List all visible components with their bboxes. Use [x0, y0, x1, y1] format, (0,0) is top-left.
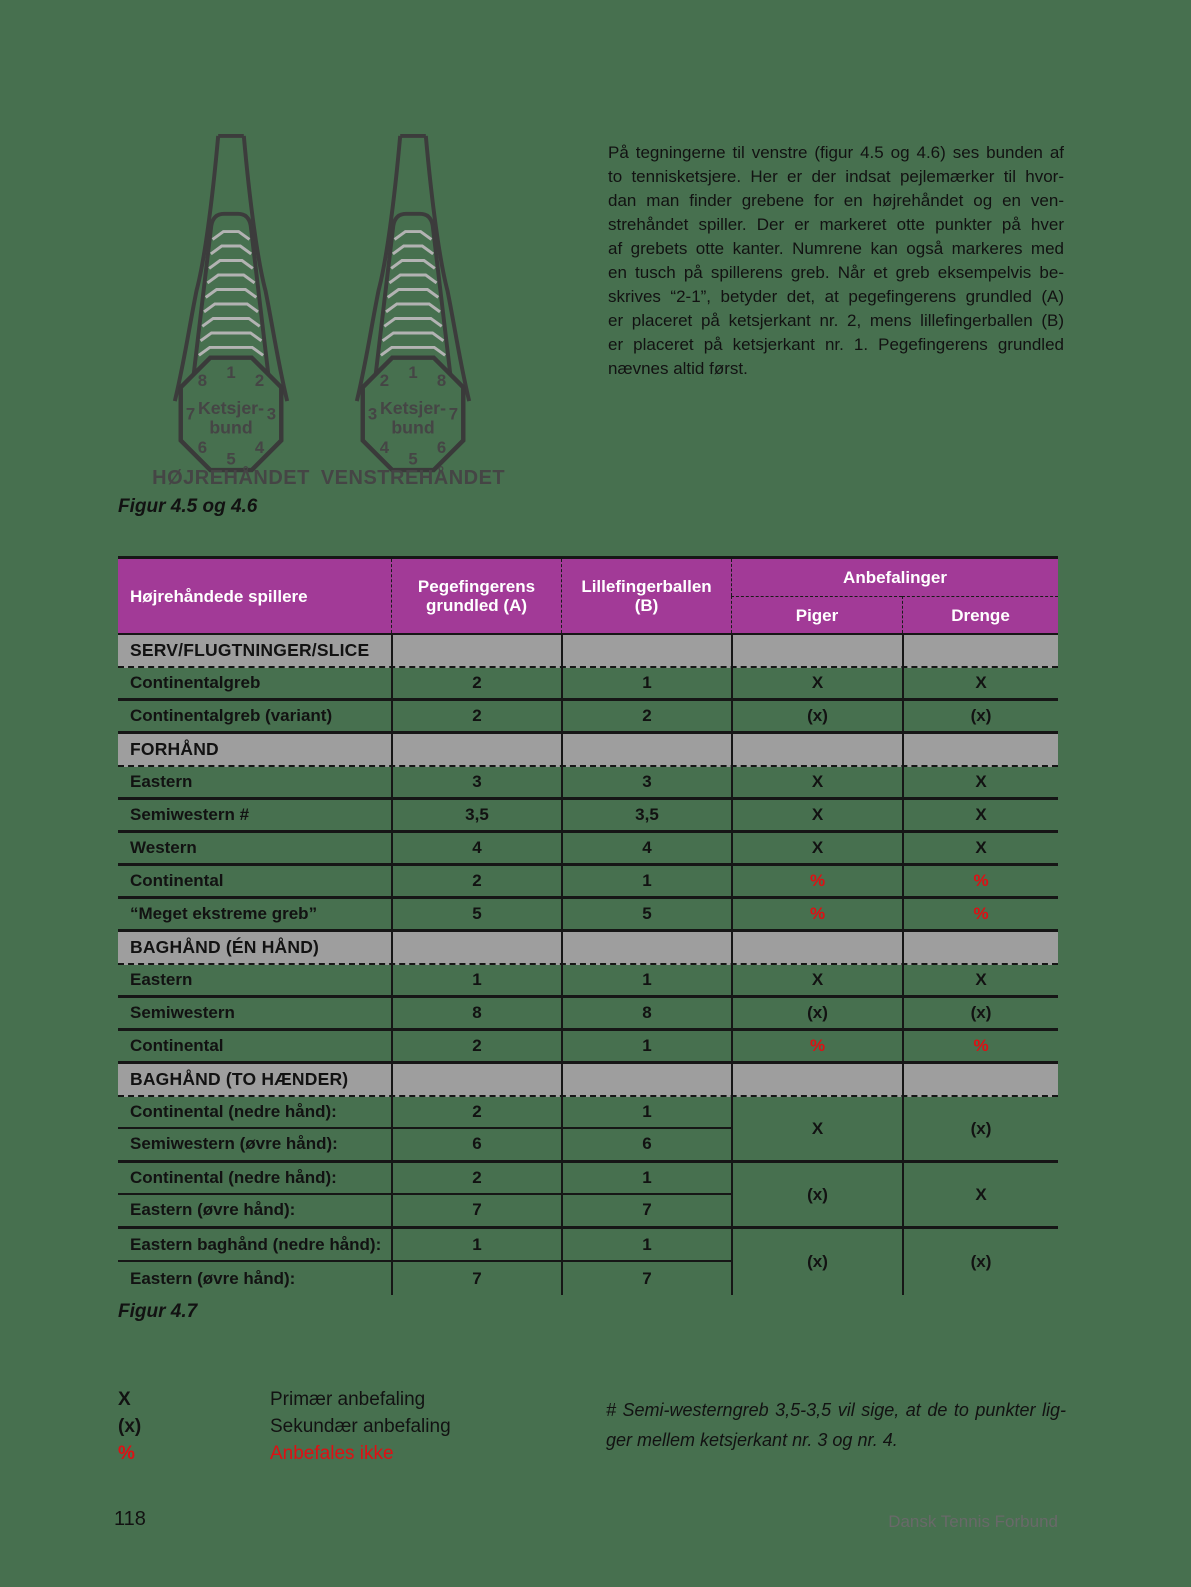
value-a: 3	[391, 767, 561, 797]
value-b: 1	[561, 1031, 731, 1061]
octagon-number: 4	[379, 437, 390, 457]
legend-item	[118, 1440, 451, 1467]
recommendation-boys: X	[902, 767, 1058, 797]
octagon-number: 5	[226, 449, 236, 469]
value-b: 1	[561, 1229, 731, 1262]
value-a: 6	[391, 1129, 561, 1161]
recommendation-boys: X	[902, 833, 1058, 863]
recommendation-girls: X	[731, 668, 902, 698]
grip-name: Eastern (øvre hånd):	[130, 1268, 296, 1288]
header-girls-column: Piger	[731, 596, 902, 633]
recommendation-girls: %	[731, 1031, 902, 1061]
grip-name: Continental	[130, 1036, 224, 1055]
recommendation-girls: (x)	[731, 1229, 902, 1295]
intro-line: strehåndet spiller. Der er markeret otte punkter på hver	[608, 215, 1064, 234]
intro-line: På tegningerne til venstre (figur 4.5 og 4.6) ses bunden af	[608, 143, 1064, 162]
octagon-center-label: Ketsjer-	[380, 397, 446, 418]
legend-item	[118, 1386, 451, 1413]
recommendation-boys: %	[902, 1031, 1058, 1061]
value-b: 8	[561, 998, 731, 1028]
section-empty-cell	[731, 1064, 902, 1095]
octagon-number: 2	[254, 370, 265, 390]
value-b: 3,5	[561, 800, 731, 830]
section-empty-cell	[902, 1064, 1058, 1095]
value-b: 1	[561, 1097, 731, 1129]
value-b: 5	[561, 899, 731, 929]
octagon-center-label: Ketsjer-	[198, 397, 264, 418]
table-row	[118, 701, 1058, 734]
figure-label-right-handed: HØJREHÅNDET	[152, 467, 310, 489]
recommendation-girls: X	[731, 1097, 902, 1160]
value-a: 1	[391, 1229, 561, 1262]
value-b: 3	[561, 767, 731, 797]
intro-line: skrives “2-1”, betyder det, at pegefingerens grundled (A)	[608, 287, 1064, 306]
grip-name: Eastern (øvre hånd):	[130, 1200, 296, 1220]
table-caption-4-7: Figur 4.7	[118, 1301, 198, 1322]
page-number: 118	[114, 1508, 146, 1530]
legend-symbol: X	[118, 1388, 131, 1410]
table-row	[118, 998, 1058, 1031]
legend-item	[118, 1413, 451, 1440]
value-a: 2	[391, 668, 561, 698]
octagon-number: 1	[226, 362, 236, 382]
value-a: 2	[391, 1163, 561, 1195]
octagon-number: 3	[266, 404, 277, 424]
value-b: 6	[561, 1129, 731, 1161]
recommendation-girls: X	[731, 965, 902, 995]
section-empty-cell	[561, 1064, 731, 1095]
recommendation-boys: %	[902, 866, 1058, 896]
value-b: 1	[561, 965, 731, 995]
table-section-row	[118, 932, 1058, 965]
recommendation-boys: (x)	[902, 1097, 1058, 1160]
table-pair-row	[118, 1163, 1058, 1229]
recommendation-girls: (x)	[731, 701, 902, 731]
octagon-number: 4	[254, 437, 265, 457]
section-empty-cell	[902, 734, 1058, 765]
intro-line: af grebets otte kanter. Numrene kan også markeres med	[608, 239, 1064, 258]
recommendation-boys: X	[902, 1163, 1058, 1226]
recommendation-boys: (x)	[902, 701, 1058, 731]
legend-symbol: %	[118, 1442, 135, 1464]
table-row	[118, 800, 1058, 833]
legend-symbol: (x)	[118, 1415, 142, 1437]
footer-brand: Dansk Tennis Forbund	[888, 1512, 1058, 1531]
grip-name: Eastern	[130, 772, 193, 791]
value-b: 4	[561, 833, 731, 863]
section-empty-cell	[731, 734, 902, 765]
legend-label: Anbefales ikke	[270, 1442, 394, 1464]
section-empty-cell	[902, 932, 1058, 963]
recommendation-boys: %	[902, 899, 1058, 929]
value-b: 7	[561, 1262, 731, 1295]
octagon-number: 6	[436, 437, 447, 457]
recommendation-girls: X	[731, 800, 902, 830]
value-a: 1	[391, 965, 561, 995]
grip-name: Continental (nedre hånd):	[118, 1163, 391, 1195]
recommendation-boys: X	[902, 668, 1058, 698]
grip-name: “Meget ekstreme greb”	[130, 904, 318, 923]
section-empty-cell	[561, 635, 731, 666]
legend-label: Primær anbefaling	[270, 1388, 426, 1410]
intro-line: nævnes altid først.	[608, 359, 748, 378]
grip-name: Semiwestern #	[130, 805, 250, 824]
octagon-number: 7	[185, 404, 196, 424]
footnote	[606, 1395, 1066, 1455]
octagon-number: 8	[197, 370, 208, 390]
table-header	[118, 556, 1058, 635]
grip-name: Eastern	[130, 970, 193, 989]
value-a: 2	[391, 1031, 561, 1061]
intro-paragraph	[608, 141, 1064, 381]
section-empty-cell	[902, 635, 1058, 666]
table-section-row	[118, 1064, 1058, 1097]
section-label: BAGHÅND (ÉN HÅND)	[130, 937, 320, 957]
header-index-finger-column: Pegefingerens grundled (A)	[391, 559, 561, 633]
value-a: 5	[391, 899, 561, 929]
recommendation-girls: X	[731, 833, 902, 863]
grip-name: Continental	[130, 871, 224, 890]
octagon-number: 5	[408, 449, 418, 469]
value-a: 3,5	[391, 800, 561, 830]
table-row	[118, 767, 1058, 800]
grip-name: Eastern baghånd (nedre hånd):	[118, 1229, 391, 1262]
octagon-center-label: bund	[391, 417, 435, 438]
value-a: 2	[391, 701, 561, 731]
value-b: 7	[561, 1195, 731, 1227]
table-row	[118, 965, 1058, 998]
table-row	[118, 1031, 1058, 1064]
table-row	[118, 668, 1058, 701]
table-body	[118, 635, 1058, 1295]
intro-line: to tennisketsjere. Her er der indsat pejlemærker til hvor-	[608, 167, 1064, 186]
section-empty-cell	[561, 932, 731, 963]
recommendation-boys: (x)	[902, 1229, 1058, 1295]
table-row	[118, 833, 1058, 866]
header-boys-column: Drenge	[902, 596, 1058, 633]
section-empty-cell	[561, 734, 731, 765]
footnote-line: # Semi-westerngreb 3,5-3,5 vil sige, at de to punkter lig-	[606, 1400, 1066, 1420]
grip-name: Semiwestern (øvre hånd):	[130, 1134, 338, 1154]
grip-name: Western	[130, 838, 197, 857]
table-section-row	[118, 734, 1058, 767]
section-empty-cell	[391, 734, 561, 765]
grip-name: Continental (nedre hånd):	[118, 1097, 391, 1129]
recommendation-girls: %	[731, 866, 902, 896]
value-b: 2	[561, 701, 731, 731]
header-recommendations-group: Anbefalinger	[731, 559, 1058, 596]
section-label: BAGHÅND (TO HÆNDER)	[130, 1069, 349, 1089]
header-players-column: Højrehåndede spillere	[130, 586, 308, 606]
section-empty-cell	[391, 1064, 561, 1095]
section-empty-cell	[391, 932, 561, 963]
value-b: 1	[561, 866, 731, 896]
legend-label: Sekundær anbefaling	[270, 1415, 451, 1437]
value-b: 1	[561, 668, 731, 698]
octagon-number: 3	[367, 404, 378, 424]
recommendation-girls: %	[731, 899, 902, 929]
table-row	[118, 899, 1058, 932]
value-a: 7	[391, 1195, 561, 1227]
octagon-number: 8	[436, 370, 447, 390]
value-a: 2	[391, 1097, 561, 1129]
figure-caption-4-5-4-6: Figur 4.5 og 4.6	[118, 496, 258, 517]
section-empty-cell	[391, 635, 561, 666]
recommendation-boys: (x)	[902, 998, 1058, 1028]
value-b: 1	[561, 1163, 731, 1195]
octagon-number: 6	[197, 437, 208, 457]
recommendation-boys: X	[902, 965, 1058, 995]
value-a: 2	[391, 866, 561, 896]
racket-butt-illustration	[318, 133, 508, 473]
legend	[118, 1386, 451, 1467]
footnote-line: ger mellem ketsjerkant nr. 3 og nr. 4.	[606, 1430, 898, 1450]
grip-name: Continentalgreb (variant)	[130, 706, 333, 725]
octagon-number: 2	[379, 370, 390, 390]
table-row	[118, 866, 1058, 899]
recommendation-girls: X	[731, 767, 902, 797]
recommendation-girls: (x)	[731, 998, 902, 1028]
octagon-number: 7	[448, 404, 459, 424]
intro-line: er placeret på ketsjerkant nr. 1. Pegefingerens grundled	[608, 335, 1064, 354]
section-label: FORHÅND	[130, 739, 219, 759]
table-pair-row	[118, 1229, 1058, 1295]
table-pair-row	[118, 1097, 1058, 1163]
intro-line: en tusch på spillerens greb. Når et greb eksempelvis be-	[608, 263, 1064, 282]
value-a: 4	[391, 833, 561, 863]
value-a: 7	[391, 1262, 561, 1295]
value-a: 8	[391, 998, 561, 1028]
intro-line: er placeret på ketsjerkant nr. 2, mens lillefingerballen (B)	[608, 311, 1064, 330]
grip-name: Continentalgreb	[130, 673, 261, 692]
recommendation-girls: (x)	[731, 1163, 902, 1226]
grips-table	[118, 556, 1058, 1295]
racket-diagram-left-handed	[293, 133, 533, 490]
figure-label-left-handed: VENSTREHÅNDET	[320, 467, 506, 489]
octagon-number: 1	[408, 362, 418, 382]
grip-name: Semiwestern	[130, 1003, 235, 1022]
section-empty-cell	[731, 635, 902, 666]
octagon-center-label: bund	[209, 417, 253, 438]
table-section-row	[118, 635, 1058, 668]
recommendation-boys: X	[902, 800, 1058, 830]
section-empty-cell	[731, 932, 902, 963]
section-label: SERV/FLUGTNINGER/SLICE	[130, 640, 370, 660]
intro-line: dan man finder grebene for en højrehåndet og en ven-	[608, 191, 1064, 210]
header-little-finger-column: Lillefingerballen (B)	[561, 559, 731, 633]
